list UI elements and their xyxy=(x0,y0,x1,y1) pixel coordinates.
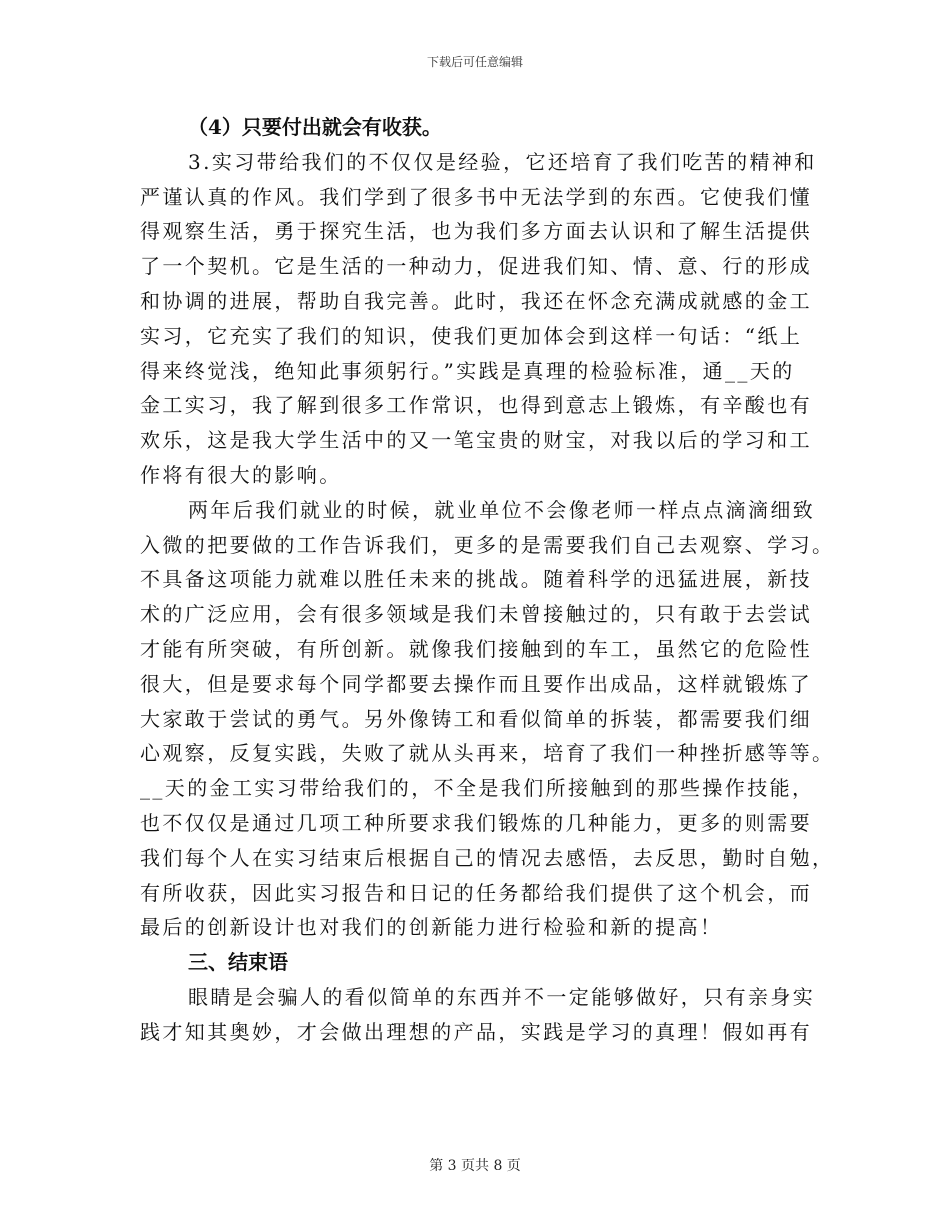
paragraph-line: 了一个契机。它是生活的一种动力，促进我们知、情、意、行的形成 xyxy=(140,254,812,279)
page-footer: 第 3 页共 8 页 xyxy=(429,1158,521,1174)
paragraph-line: 严谨认真的作风。我们学到了很多书中无法学到的东西。它使我们懂 xyxy=(140,184,812,209)
paragraph-line: 两年后我们就业的时候，就业单位不会像老师一样点点滴滴细致 xyxy=(188,497,816,522)
document-body xyxy=(140,110,835,1050)
paragraph-line: 不具备这项能力就难以胜任未来的挑战。随着科学的迅猛进展，新技 xyxy=(140,567,812,592)
paragraph-line: 3.实习带给我们的不仅仅是经验，它还培育了我们吃苦的精神和 xyxy=(188,149,817,174)
paragraph-line: 入微的把要做的工作告诉我们，更多的是需要我们自己去观察、学习。 xyxy=(140,532,835,557)
paragraph-line: __天的金工实习带给我们的，不全是我们所接触到的那些操作技能， xyxy=(140,776,815,801)
paragraph-line: 欢乐，这是我大学生活中的又一笔宝贵的财宝，对我以后的学习和工 xyxy=(140,428,812,453)
paragraph-line: 得观察生活，勇于探究生活，也为我们多方面去认识和了解生活提供 xyxy=(140,219,812,244)
paragraph-line: 也不仅仅是通过几项工种所要求我们锻炼的几种能力，更多的则需要 xyxy=(140,810,812,835)
paragraph-line: 金工实习，我了解到很多工作常识，也得到意志上锻炼，有辛酸也有 xyxy=(140,393,812,418)
paragraph-line: 得来终觉浅，绝知此事须躬行。”实践是真理的检验标准，通__天的 xyxy=(140,358,795,383)
paragraph-line: 大家敢于尝试的勇气。另外像铸工和看似简单的拆装，都需要我们细 xyxy=(140,706,812,731)
list-item-heading: （4）只要付出就会有收获。 xyxy=(188,115,442,139)
paragraph-line: 很大，但是要求每个同学都要去操作而且要作出成品，这样就锻炼了 xyxy=(140,671,812,696)
paragraph-line: 才能有所突破，有所创新。就像我们接触到的车工，虽然它的危险性 xyxy=(140,636,812,661)
paragraph-line: 我们每个人在实习结束后根据自己的情况去感悟，去反思，勤时自勉， xyxy=(140,845,835,870)
section-heading: 三、结束语 xyxy=(188,950,288,975)
paragraph-line: 和协调的进展，帮助自我完善。此时，我还在怀念充满成就感的金工 xyxy=(140,288,812,313)
paragraph-line: 术的广泛应用，会有很多领域是我们未曾接触过的，只有敢于去尝试 xyxy=(140,602,812,627)
paragraph-line: 心观察，反复实践，失败了就从头再来，培育了我们一种挫折感等等。 xyxy=(140,741,835,766)
paragraph-line: 眼睛是会骗人的看似简单的东西并不一定能够做好，只有亲身实 xyxy=(188,984,816,1009)
page-header: 下载后可任意编辑 xyxy=(426,55,523,69)
paragraph-line: 实习，它充实了我们的知识，使我们更加体会到这样一句话：“纸上 xyxy=(140,323,803,348)
paragraph-line: 作将有很大的影响。 xyxy=(140,462,342,487)
paragraph-line: 有所收获，因此实习报告和日记的任务都给我们提供了这个机会，而 xyxy=(140,880,812,905)
paragraph-line: 践才知其奥妙，才会做出理想的产品，实践是学习的真理！假如再有 xyxy=(140,1019,812,1044)
paragraph-line: 最后的创新设计也对我们的创新能力进行检验和新的提高！ xyxy=(140,915,723,940)
